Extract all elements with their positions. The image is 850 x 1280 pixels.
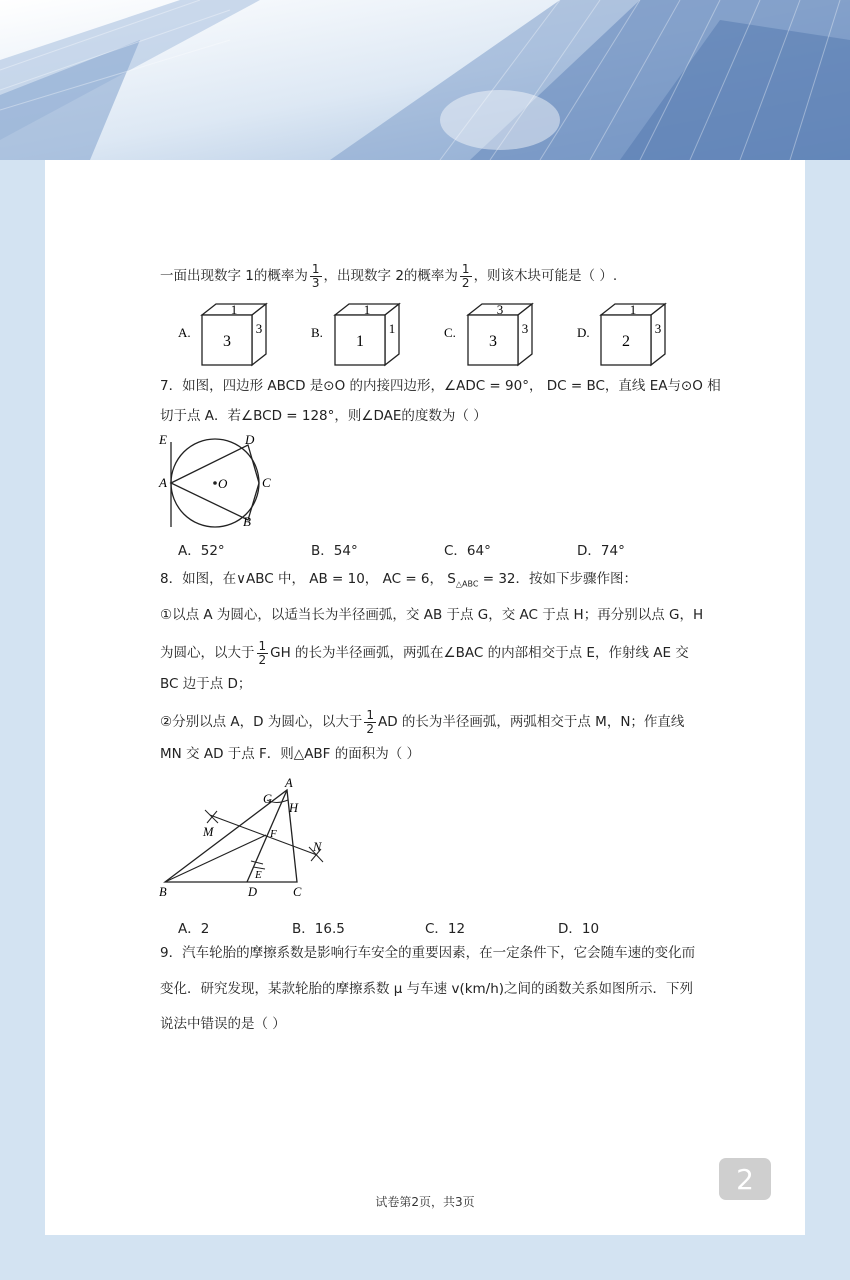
label-e: E <box>159 432 167 447</box>
q8-stem-line3: 为圆心，以大于 $\frac{1}{2}$ GH 的长为半径画弧，两弧在∠BAC 的内部相交于点 E，作射线 AE 交 <box>160 639 689 667</box>
arc-mark-m <box>205 810 218 823</box>
q9-stem-line2: 变化．研究发现，某款轮胎的摩擦系数 μ 与车速 v(km/h)之间的函数关系如图所示．下列 <box>160 981 694 997</box>
building-background-image <box>0 0 850 160</box>
cube-top-number: 1 <box>363 302 371 317</box>
label-n: N <box>313 840 322 854</box>
q7-option-d[interactable]: D．74° <box>577 543 625 559</box>
cube-side-number: 3 <box>255 321 263 336</box>
label-e: E <box>255 869 262 881</box>
cube-front-number: 1 <box>356 333 364 350</box>
q9-stem-line1: 9．汽车轮胎的摩擦系数是影响行车安全的重要因素，在一定条件下，它会随车速的变化而 <box>160 945 696 961</box>
triangle-abc <box>165 790 297 882</box>
q6-option-c[interactable] <box>444 302 532 365</box>
fraction-one-half: $\frac{1}{2}$ <box>461 262 470 290</box>
q7-option-c[interactable]: C．64° <box>444 543 491 559</box>
label-o: O <box>218 476 228 491</box>
label-a: A <box>285 776 293 790</box>
option-label: B. <box>311 325 323 340</box>
label-c: C <box>262 475 271 490</box>
label-a: A <box>159 475 167 490</box>
option-label: C. <box>444 325 456 340</box>
page-number-badge: 2 <box>719 1158 771 1200</box>
q8-stem-line6: MN 交 AD 于点 F．则△ABF 的面积为（ ） <box>160 746 421 762</box>
q6-option-b[interactable] <box>311 302 399 365</box>
option-label: A. <box>178 325 191 340</box>
q8-stem-line2: ①以点 A 为圆心，以适当长为半径画弧，交 AB 于点 G，交 AC 于点 H；再分别以点 G，H <box>160 607 704 623</box>
cube-front-number: 3 <box>489 333 497 350</box>
q8-stem-line5: ②分别以点 A，D 为圆心，以大于 $\frac{1}{2}$ AD 的长为半径画弧，两弧相交于点 M，N；作直线 <box>160 708 685 736</box>
cube-side-number: 3 <box>521 321 529 336</box>
line-mn <box>210 815 317 855</box>
segment-bf <box>165 835 266 882</box>
header-banner <box>0 0 850 160</box>
cube-side-number: 3 <box>654 321 662 336</box>
q8-option-a[interactable]: A．2 <box>178 921 210 937</box>
cube-top-number: 3 <box>496 302 504 317</box>
q7-stem-line2: 切于点 A．若∠BCD = 128°，则∠DAE的度数为（ ） <box>160 408 487 424</box>
label-f: F <box>270 828 277 840</box>
label-c: C <box>293 885 302 899</box>
cube-side-number: 1 <box>388 321 396 336</box>
q8-option-b[interactable]: B．16.5 <box>292 921 345 937</box>
label-m: M <box>203 825 214 839</box>
label-d: D <box>248 885 258 899</box>
label-h: H <box>289 801 299 815</box>
label-b: B <box>159 885 167 899</box>
q7-circle-figure <box>155 430 285 535</box>
cube-top-number: 1 <box>230 302 238 317</box>
cube-top-number: 1 <box>629 302 637 317</box>
label-b: B <box>243 514 251 529</box>
q7-option-a[interactable]: A．52° <box>178 543 225 559</box>
q6-cube-options-figure <box>0 290 850 370</box>
q8-option-c[interactable]: C．12 <box>425 921 466 937</box>
q6-option-d[interactable] <box>577 302 665 365</box>
q6-option-a[interactable] <box>178 302 266 365</box>
q7-option-b[interactable]: B．54° <box>311 543 358 559</box>
label-d: D <box>245 432 255 447</box>
q9-stem-line3: 说法中错误的是（ ） <box>160 1016 286 1032</box>
fraction-one-third: $\frac{1}{3}$ <box>311 262 320 290</box>
q6-stem: 一面出现数字 1的概率为 $\frac{1}{3}$ ，出现数字 2的概率为 $\frac{1}{2}$ ，则该木块可能是（ ）. <box>160 262 618 290</box>
option-label: D. <box>577 325 590 340</box>
q8-stem-line4: BC 边于点 D； <box>160 676 252 692</box>
cube-front-number: 2 <box>622 333 630 350</box>
cube-front-number: 3 <box>223 333 231 350</box>
fraction-one-half: $\frac{1}{2}$ <box>366 708 374 736</box>
q7-stem-line1: 7．如图，四边形 ABCD 是⊙O 的内接四边形，∠ADC = 90°， DC = BC，直线 EA与⊙O 相 <box>160 378 721 394</box>
q8-option-d[interactable]: D．10 <box>558 921 600 937</box>
fraction-one-half: $\frac{1}{2}$ <box>258 639 267 667</box>
page-footer: 试卷第2页，共3页 <box>375 1195 475 1209</box>
label-g: G <box>263 792 273 806</box>
q8-stem-line1: 8．如图，在∨ABC 中， AB = 10， AC = 6， $S_{\triangle ABC} = 32$．按如下步骤作图： <box>160 571 638 589</box>
center-point-o <box>213 481 217 485</box>
q8-triangle-figure <box>155 775 340 900</box>
